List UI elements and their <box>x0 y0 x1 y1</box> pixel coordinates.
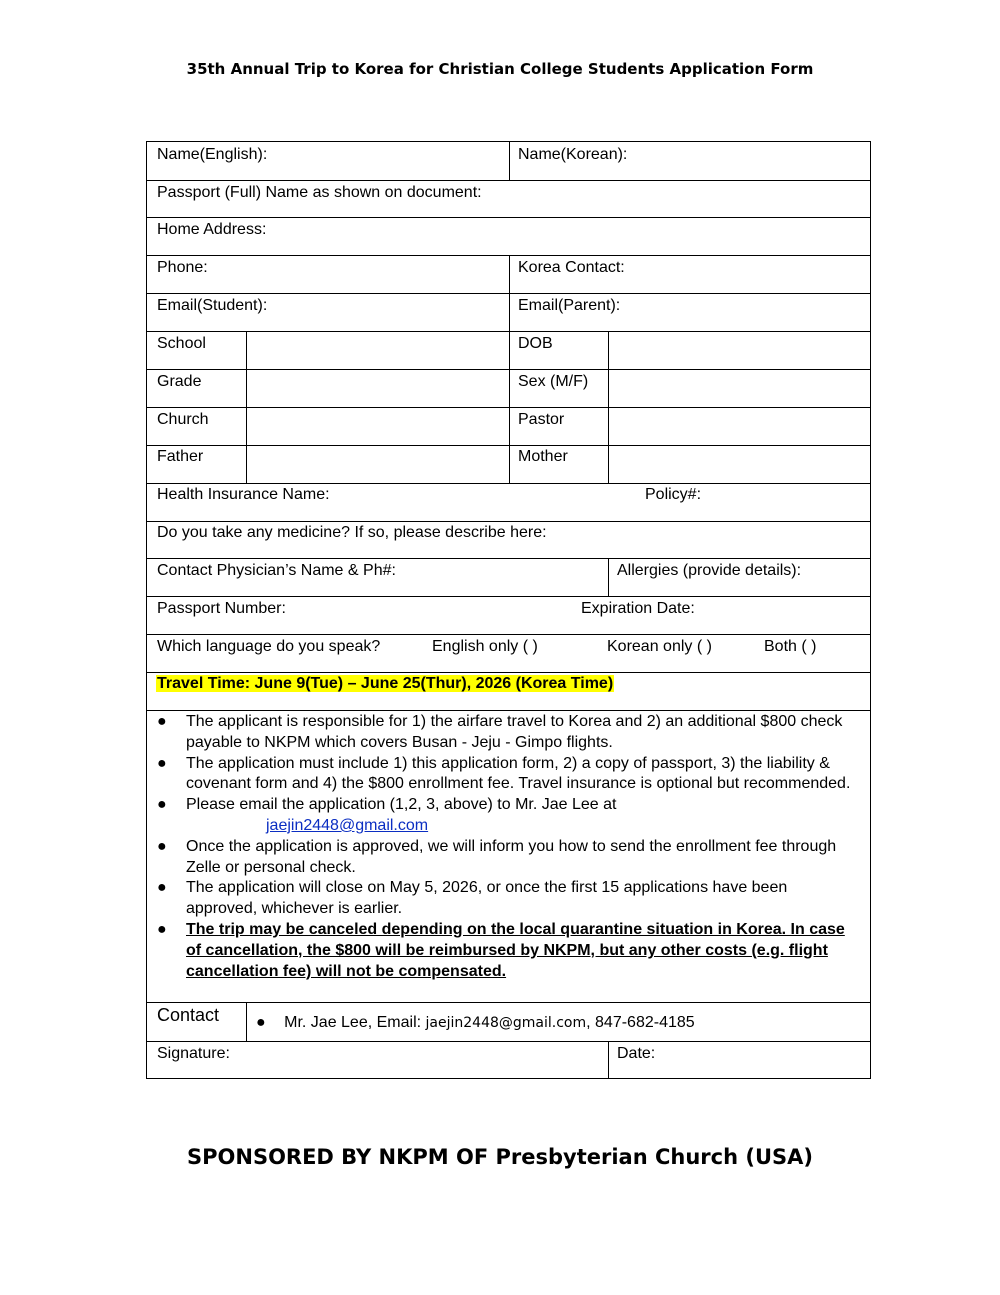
bullet-icon: ● <box>157 920 167 938</box>
allergies-field[interactable]: Allergies (provide details): <box>617 562 802 579</box>
signature-field[interactable]: Signature: <box>157 1045 230 1062</box>
bullet-icon: ● <box>157 754 167 772</box>
policy-field[interactable]: Policy#: <box>645 486 702 503</box>
name-english-field[interactable]: Name(English): <box>157 146 268 163</box>
language-question: Which language do you speak? <box>157 638 381 655</box>
passport-number-field[interactable]: Passport Number: <box>157 600 286 617</box>
cancellation-notice: The trip may be canceled depending on the local quarantine situation in Korea. In case of cancellation, the $800 will be reimbursed by NKPM, but any other costs (e.g. flight cancellation fee) will not be compensated. <box>186 920 845 980</box>
father-label: Father <box>157 448 204 465</box>
row-divider <box>147 217 870 218</box>
column-divider <box>608 331 609 483</box>
bullet-text: Once the application is approved, we will inform you how to send the enrollment fee through Zelle or personal check. <box>186 837 837 876</box>
row-divider <box>147 710 870 711</box>
bullet-icon: ● <box>157 837 167 855</box>
row-divider <box>147 672 870 673</box>
row-divider <box>147 180 870 181</box>
contact-name: Mr. Jae Lee, Email: <box>284 1014 426 1031</box>
email-link[interactable]: jaejin2448@gmail.com <box>266 816 429 834</box>
column-divider <box>509 255 510 483</box>
list-item <box>157 837 857 879</box>
row-divider <box>147 634 870 635</box>
row-divider <box>147 558 870 559</box>
date-field[interactable]: Date: <box>617 1045 656 1062</box>
bullet-icon: ● <box>157 879 167 897</box>
passport-name-field[interactable]: Passport (Full) Name as shown on document: <box>157 184 482 201</box>
bullet-text: The application will close on May 5, 2026, or once the first 15 applications have been approved, whichever is earlier. <box>186 879 788 918</box>
bullet-icon: ● <box>157 713 167 730</box>
row-divider <box>147 521 870 522</box>
medicine-field[interactable]: Do you take any medicine? If so, please describe here: <box>157 524 547 541</box>
contact-phone: , 847-682-4185 <box>586 1014 695 1031</box>
row-divider <box>147 596 870 597</box>
korean-only-option[interactable]: Korean only ( ) <box>607 638 712 655</box>
grade-label: Grade <box>157 373 202 390</box>
list-item <box>157 712 857 754</box>
column-divider <box>608 558 609 596</box>
dob-label: DOB <box>518 335 553 352</box>
column-divider <box>509 142 510 180</box>
contact-email[interactable]: jaejin2448@gmail.com <box>425 1015 587 1031</box>
list-item <box>157 754 857 796</box>
expiration-date-field[interactable]: Expiration Date: <box>581 600 695 617</box>
church-label: Church <box>157 411 209 428</box>
contact-label: Contact <box>157 1005 220 1025</box>
list-item <box>157 795 857 837</box>
physician-field[interactable]: Contact Physician’s Name & Ph#: <box>157 562 396 579</box>
row-divider <box>147 483 870 484</box>
contact-info <box>256 1013 695 1033</box>
email-student-field[interactable]: Email(Student): <box>157 297 268 314</box>
sponsor-footer: SPONSORED BY NKPM OF Presbyterian Church (USA) <box>187 1145 813 1169</box>
school-label: School <box>157 335 206 352</box>
sex-label: Sex (M/F) <box>518 373 589 390</box>
instructions-list <box>157 712 857 982</box>
mother-label: Mother <box>518 448 568 465</box>
home-address-field[interactable]: Home Address: <box>157 221 267 238</box>
bullet-icon: ● <box>256 1014 266 1031</box>
column-divider <box>608 1041 609 1078</box>
row-divider <box>147 1002 870 1003</box>
korea-contact-field[interactable]: Korea Contact: <box>518 259 625 276</box>
row-divider <box>147 1041 870 1042</box>
both-option[interactable]: Both ( ) <box>764 638 817 655</box>
travel-time-highlight: Travel Time: June 9(Tue) – June 25(Thur), 2026 (Korea Time) <box>157 675 614 692</box>
email-parent-field[interactable]: Email(Parent): <box>518 297 621 314</box>
list-item <box>157 878 857 920</box>
list-item <box>157 920 857 982</box>
english-only-option[interactable]: English only ( ) <box>432 638 538 655</box>
name-korean-field[interactable]: Name(Korean): <box>518 146 628 163</box>
bullet-icon: ● <box>157 796 167 814</box>
column-divider <box>246 331 247 483</box>
phone-field[interactable]: Phone: <box>157 259 208 276</box>
column-divider <box>246 1002 247 1041</box>
application-form <box>146 141 871 1079</box>
pastor-label: Pastor <box>518 411 565 428</box>
health-insurance-field[interactable]: Health Insurance Name: <box>157 486 330 503</box>
bullet-text: The applicant is responsible for 1) the airfare travel to Korea and 2) an additional $800 check payable to NKPM which covers Busan - Jeju - Gimpo flights. <box>186 713 843 751</box>
bullet-text: Please email the application (1,2, 3, above) to Mr. Jae Lee at <box>186 796 617 814</box>
page-title: 35th Annual Trip to Korea for Christian College Students Application Form <box>186 60 814 78</box>
bullet-text: The application must include 1) this application form, 2) a copy of passport, 3) the liability & covenant form and 4) the $800 enrollment fee. Travel insurance is optional but recommended. <box>186 754 851 793</box>
